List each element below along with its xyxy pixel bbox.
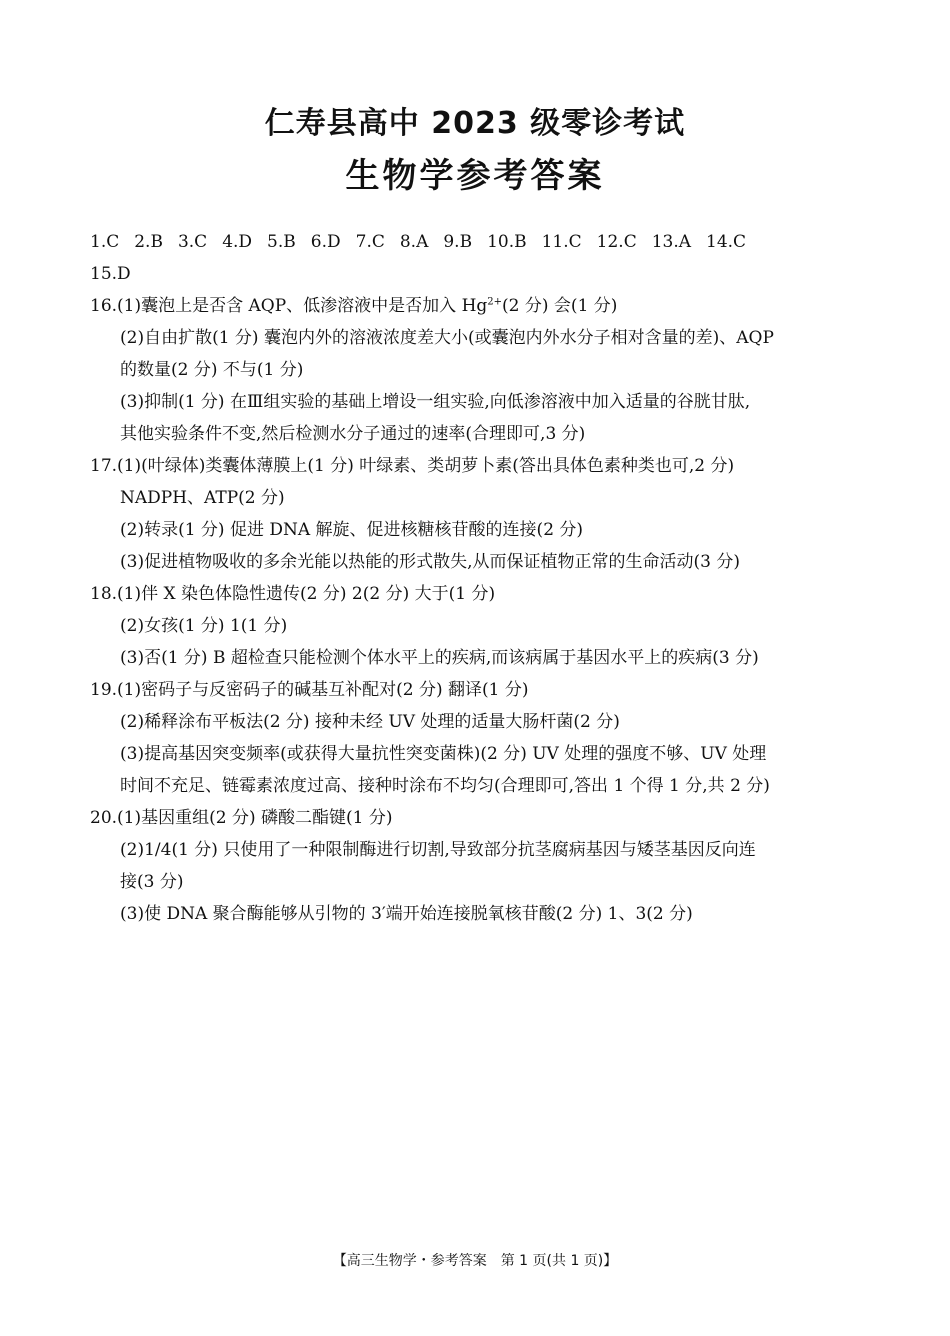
q16-line-3: 的数量(2 分) 不与(1 分): [120, 360, 304, 380]
q16-text: 16.(1)囊泡上是否含 AQP、低渗溶液中是否加入 Hg: [90, 296, 488, 316]
document-subtitle: 生物学参考答案: [345, 156, 605, 196]
q16-text: (2 分) 会(1 分): [502, 296, 618, 316]
q16-line-5: 其他实验条件不变,然后检测水分子通过的速率(合理即可,3 分): [120, 424, 586, 444]
q17-line-4: (3)促进植物吸收的多余光能以热能的形式散失,从而保证植物正常的生命活动(3 分): [120, 552, 740, 572]
q19-line-3: (3)提高基因突变频率(或获得大量抗性突变菌株)(2 分) UV 处理的强度不够、UV 处理: [120, 744, 767, 764]
mc-answer: 1.C: [90, 232, 120, 252]
mc-answer: 7.C: [355, 232, 385, 252]
q18-line-1: 18.(1)伴 X 染色体隐性遗传(2 分) 2(2 分) 大于(1 分): [90, 584, 496, 604]
q20-line-3: 接(3 分): [120, 872, 184, 892]
mc-answer: 11.C: [541, 232, 582, 252]
mc-answer: 3.C: [177, 232, 208, 252]
superscript: 2+: [487, 296, 503, 308]
mc-answer: 4.D: [222, 232, 253, 252]
multiple-choice-answers: [90, 226, 870, 258]
mc-answer-15: 15.D: [90, 264, 131, 284]
mc-answer: 5.B: [267, 232, 296, 252]
mc-answer: 2.B: [134, 232, 163, 252]
mc-answer: 9.B: [443, 232, 473, 252]
mc-answer: 6.D: [310, 232, 341, 252]
q19-line-2: (2)稀释涂布平板法(2 分) 接种未经 UV 处理的适量大肠杆菌(2 分): [120, 712, 620, 732]
q18-line-3: (3)否(1 分) B 超检查只能检测个体水平上的疾病,而该病属于基因水平上的疾病(3 分): [120, 648, 759, 668]
q17-line-3: (2)转录(1 分) 促进 DNA 解旋、促进核糖核苷酸的连接(2 分): [120, 520, 584, 540]
q16-line-2: (2)自由扩散(1 分) 囊泡内外的溶液浓度差大小(或囊泡内外水分子相对含量的差)、AQP: [120, 328, 774, 348]
page-footer: 【高三生物学・参考答案 第 1 页(共 1 页)】: [332, 1253, 618, 1269]
q20-line-1: 20.(1)基因重组(2 分) 磷酸二酯键(1 分): [90, 808, 393, 828]
q18-line-2: (2)女孩(1 分) 1(1 分): [120, 616, 288, 636]
q16-line-1: [90, 290, 870, 322]
document-title: 仁寿县高中 2023 级零诊考试: [264, 106, 686, 141]
q20-line-2: (2)1/4(1 分) 只使用了一种限制酶进行切割,导致部分抗茎腐病基因与矮茎基因反向连: [120, 840, 756, 860]
mc-answer: 10.B: [487, 232, 527, 252]
mc-answer: 8.A: [399, 232, 429, 252]
mc-answer: 12.C: [596, 232, 637, 252]
q19-line-4: 时间不充足、链霉素浓度过高、接种时涂布不均匀(合理即可,答出 1 个得 1 分,共 2 分): [120, 776, 770, 796]
answer-body: [90, 226, 870, 930]
q17-line-2: NADPH、ATP(2 分): [120, 488, 285, 508]
q19-line-1: 19.(1)密码子与反密码子的碱基互补配对(2 分) 翻译(1 分): [90, 680, 529, 700]
mc-answer: 14.C: [706, 232, 747, 252]
mc-answer: 13.A: [651, 232, 692, 252]
q20-line-4: (3)使 DNA 聚合酶能够从引物的 3′端开始连接脱氧核苷酸(2 分) 1、3(2 分): [120, 904, 693, 924]
q17-line-1: 17.(1)(叶绿体)类囊体薄膜上(1 分) 叶绿素、类胡萝卜素(答出具体色素种类也可,2 分): [90, 456, 735, 476]
q16-line-4: (3)抑制(1 分) 在Ⅲ组实验的基础上增设一组实验,向低渗溶液中加入适量的谷胱甘肽,: [120, 392, 751, 412]
